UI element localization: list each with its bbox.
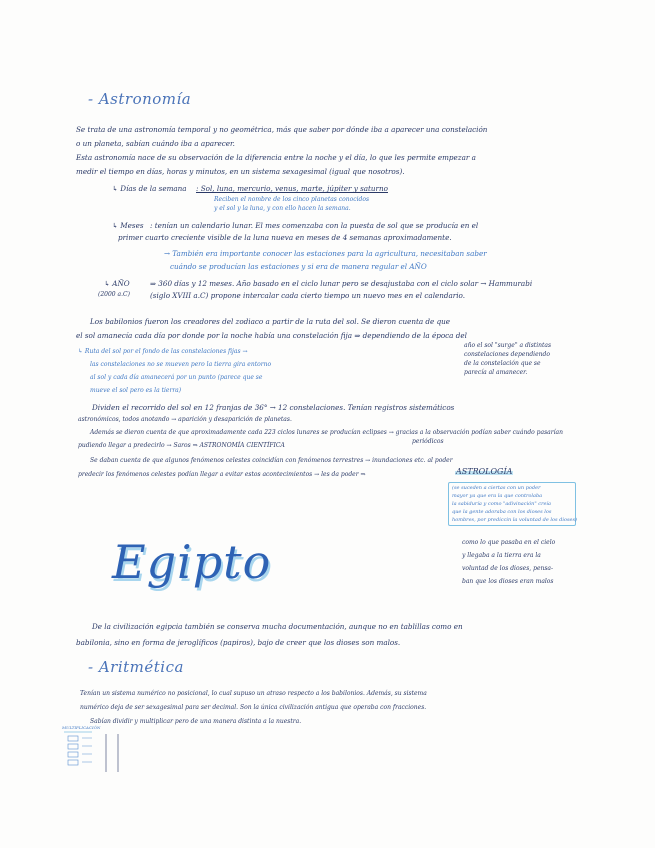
dividen-1: Dividen el recorrido del sol en 12 franjas de 36° → 12 constelaciones. Tenían registros sistemáticos (92, 403, 455, 412)
eclipses-1: Además se dieron cuenta de que aproximadamente cada 223 ciclos lunares se producían eclipses → gracias a la observación podían saber cuándo pasarían (90, 429, 563, 436)
semana-label: ↳ Días de la semana (112, 184, 187, 193)
box-line-4: que la gente adoraba con los dioses los (452, 509, 552, 515)
ruta-3: al sol y cada día amanecerá por un punto (parece que se (90, 374, 263, 381)
zodiaco-1: Los babilonios fueron los creadores del zodiaco a partir de la ruta del sol. Se dieron cuenta de que (90, 317, 451, 326)
heading-astronomia: - Astronomía (88, 90, 192, 108)
zodiaco-side-1: año el sol "surge" a distintas (464, 342, 552, 349)
aritmetica-para-2: numérico deja de ser sexagesimal para ser decimal. Son la única civilización antigua que operaba con fracciones. (80, 704, 427, 711)
heading-egipto: Egipto (112, 535, 272, 589)
sketch-label: MULTIPLICACIÓN (62, 725, 101, 730)
anio-text-1: ⇒ 360 días y 12 meses. Año basado en el ciclo lunar pero se desajustaba con el ciclo solar → Hammurabi (150, 279, 533, 288)
egipto-para-1: De la civilización egipcia también se conserva mucha documentación, aunque no en tablillas como en (92, 622, 463, 631)
below-box-2: y llegaba a la tierra era la (462, 552, 541, 559)
astro-intro-4: medir el tiempo en días, horas y minutos, en un sistema sexagesimal (igual que nosotros). (76, 167, 405, 176)
sketch-drawing (62, 726, 124, 776)
fenomenos-2: predecir los fenómenos celestes podían llegar a evitar estos acontecimientos → les da poder ⇒ (78, 471, 366, 478)
anio-year: (2000 a.C) (98, 291, 130, 298)
box-line-5: hombres, por prediccin la voluntad de los dioses) (452, 517, 578, 523)
egipto-para-2: babilonia, sino en forma de jeroglíficos (papiros), bajo de creer que los dioses son malos. (76, 638, 401, 647)
zodiaco-2: el sol amanecía cada día por donde por la noche había una constelación fija ⇒ dependiendo de la época del (76, 331, 467, 340)
dividen-2: astronómicos, todos anotando → aparición y desaparición de planetas. (78, 416, 292, 423)
box-line-1: (se suceden a ciertas con un poder (452, 485, 541, 491)
fenomenos-1: Se daban cuenta de que algunos fenómenos celestes coincidían con fenómenos terrestres → inundaciones etc. al poder (90, 457, 453, 464)
ruta-2: las constelaciones no se mueven pero la tierra gira entorno (90, 361, 272, 368)
heading-aritmetica: - Aritmética (88, 658, 184, 676)
prediccion: pudiendo llegar a predecirlo → Saros ⇒ ASTRONOMÍA CIENTÍFICA (78, 442, 285, 449)
zodiaco-side-4: parecía al amanecer. (464, 369, 528, 376)
anio-text-2: (siglo XVIII a.C) propone intercalar cada cierto tiempo un nuevo mes en el calendario. (150, 291, 465, 300)
ruta-1: ↳ Ruta del sol por el fondo de las constelaciones fijas → (78, 348, 248, 355)
aritmetica-para-3: Sabían dividir y multiplicar pero de una manera distinta a la nuestra. (90, 718, 302, 725)
below-box-3: voluntad de los dioses, pensa- (462, 565, 554, 572)
box-line-2: mayor ya que era la que controlaba (452, 493, 543, 499)
astro-intro-2: o un planeta, sabían cuándo iba a aparecer. (76, 139, 235, 148)
semana-note-2: y el sol y la luna, y con ello hacen la semana. (214, 205, 351, 212)
astrologia-label: ASTROLOGÍA (456, 467, 513, 476)
semana-list: : Sol, luna, mercurio, venus, marte, júpiter y saturno (196, 184, 388, 193)
meses-note-2: cuándo se producían las estaciones y si era de manera regular el AÑO (170, 262, 427, 271)
meses-note-1: → También era importante conocer las estaciones para la agricultura, necesitaban saber (164, 249, 487, 258)
meses-text-2: primer cuarto creciente visible de la luna nueva en meses de 4 semanas aproximadamente. (118, 233, 452, 242)
meses-text-1: : tenían un calendario lunar. El mes comenzaba con la puesta de sol que se producía en el (150, 221, 479, 230)
meses-label: ↳ Meses (112, 221, 144, 230)
multiplication-sketch (62, 726, 124, 776)
below-box-4: ban que los dioses eran malos (462, 578, 554, 585)
eclipses-side: periódicos (412, 438, 444, 445)
below-box-1: como lo que pasaba en el cielo (462, 539, 556, 546)
zodiaco-side-2: constelaciones dependiendo (464, 351, 550, 358)
semana-note-1: Reciben el nombre de los cinco planetas conocidos (214, 196, 370, 203)
anio-label: ↳ AÑO (104, 279, 130, 288)
ruta-4: mueve el sol pero es la tierra) (90, 387, 182, 394)
box-line-3: la sabiduría y como "adivinación" creía (452, 501, 552, 507)
astro-intro-3: Esta astronomía nace de su observación de la diferencia entre la noche y el día, lo que les permite empezar a (76, 153, 476, 162)
aritmetica-para-1: Tenían un sistema numérico no posicional, lo cual supuso un atraso respecto a los babilonios. Además, su sistema (80, 690, 427, 697)
astro-intro-1: Se trata de una astronomía temporal y no geométrica, más que saber por dónde iba a aparecer una constelación (76, 125, 488, 134)
zodiaco-side-3: de la constelación que se (464, 360, 541, 367)
